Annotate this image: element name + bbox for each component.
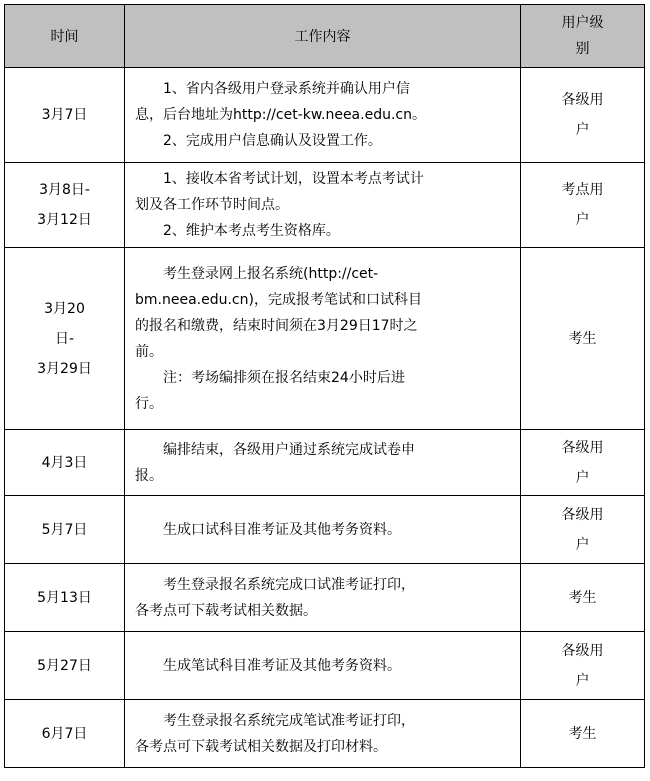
content-line: 划及各工作环节时间点。 <box>135 197 289 213</box>
user-level-line: 户 <box>575 212 590 228</box>
content-line: bm.neea.edu.cn)，完成报考笔试和口试科目 <box>135 291 422 308</box>
table-row <box>5 68 645 163</box>
date-cell <box>5 564 125 632</box>
content-cell <box>125 68 521 163</box>
table-row <box>5 496 645 564</box>
user-level-line: 各级用 <box>561 439 604 456</box>
user-level-line: 考生 <box>568 330 597 347</box>
user-level-cell <box>521 68 645 163</box>
user-level-cell <box>521 700 645 768</box>
content-line: 生成口试科目准考证及其他考务资料。 <box>163 521 401 538</box>
content-line: 各考点可下载考试相关数据。 <box>135 602 317 619</box>
content-line: 编排结束，各级用户通过系统完成试卷申 <box>163 441 415 458</box>
table-row <box>5 700 645 768</box>
header-user-level <box>521 5 645 68</box>
user-level-line: 考生 <box>568 725 597 742</box>
user-level-line: 户 <box>575 122 590 138</box>
user-level-cell <box>521 496 645 564</box>
date-cell <box>5 430 125 496</box>
date-line: 6月7日 <box>41 725 88 742</box>
content-line: 各考点可下载考试相关数据及打印材料。 <box>135 738 387 755</box>
date-cell <box>5 163 125 248</box>
user-level-cell <box>521 430 645 496</box>
date-line: 日- <box>54 330 75 347</box>
user-level-line: 考生 <box>568 589 597 606</box>
date-cell <box>5 248 125 430</box>
date-line: 4月3日 <box>41 454 88 471</box>
schedule-table <box>4 4 645 768</box>
header-time: 时间 <box>5 5 125 68</box>
user-level-line: 各级用 <box>561 92 604 108</box>
content-line: 2、维护本考点考生资格库。 <box>163 223 340 239</box>
content-line: 前。 <box>135 343 163 360</box>
date-line: 3月12日 <box>37 212 92 228</box>
header-content: 工作内容 <box>125 5 521 68</box>
user-level-cell <box>521 163 645 248</box>
user-level-line: 户 <box>575 536 590 553</box>
date-line: 5月27日 <box>37 657 92 674</box>
content-line: 生成笔试科目准考证及其他考务资料。 <box>163 657 401 674</box>
content-line: 注：考场编排须在报名结束24小时后进 <box>163 369 405 386</box>
user-level-cell <box>521 248 645 430</box>
date-cell <box>5 700 125 768</box>
table-row <box>5 564 645 632</box>
content-cell <box>125 163 521 248</box>
date-line: 5月13日 <box>37 589 92 606</box>
date-line: 3月8日- <box>39 182 90 198</box>
user-level-cell <box>521 564 645 632</box>
content-line: 考生登录网上报名系统(http://cet- <box>163 265 379 282</box>
content-line: 行。 <box>135 395 163 412</box>
user-level-line: 各级用 <box>561 506 604 523</box>
content-cell <box>125 700 521 768</box>
date-line: 3月7日 <box>41 107 88 123</box>
content-line: 1、接收本省考试计划，设置本考点考试计 <box>163 171 424 187</box>
content-cell <box>125 496 521 564</box>
content-line: 1、省内各级用户登录系统并确认用户信 <box>163 81 410 97</box>
content-line: 报。 <box>135 467 163 484</box>
content-cell <box>125 564 521 632</box>
content-cell <box>125 632 521 700</box>
table-row <box>5 248 645 430</box>
content-line: 考生登录报名系统完成笔试准考证打印， <box>163 712 415 729</box>
user-level-line: 户 <box>575 469 590 486</box>
content-line: 的报名和缴费，结束时间须在3月29日17时之 <box>135 317 418 334</box>
user-level-line: 考点用 <box>561 182 604 198</box>
table-row <box>5 632 645 700</box>
content-cell <box>125 248 521 430</box>
user-level-line: 户 <box>575 672 590 689</box>
content-cell <box>125 430 521 496</box>
header-user-line: 用户级 <box>561 15 604 31</box>
header-user-line: 别 <box>575 41 590 57</box>
table-row <box>5 430 645 496</box>
content-line: 2、完成用户信息确认及设置工作。 <box>163 133 382 149</box>
header-row <box>5 5 645 68</box>
content-line: 息，后台地址为http://cet-kw.neea.edu.cn。 <box>135 107 426 123</box>
content-line: 考生登录报名系统完成口试准考证打印， <box>163 576 415 593</box>
date-cell <box>5 496 125 564</box>
date-line: 3月20 <box>44 300 85 317</box>
table-row <box>5 163 645 248</box>
user-level-cell <box>521 632 645 700</box>
date-line: 5月7日 <box>41 521 88 538</box>
date-cell <box>5 632 125 700</box>
user-level-line: 各级用 <box>561 642 604 659</box>
date-cell <box>5 68 125 163</box>
date-line: 3月29日 <box>37 360 92 377</box>
